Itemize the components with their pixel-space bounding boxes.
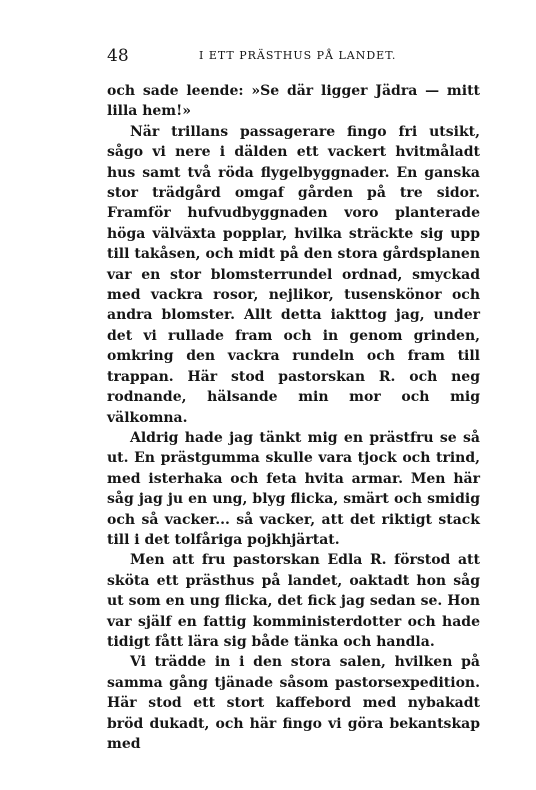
page-number: 48 [107,46,129,66]
page-header [107,44,480,68]
paragraph: Men att fru pastorskan Edla R. förstod att sköta ett prästhus på landet, oaktadt hon såg ut som en ung flicka, det fick jag sedan se. Hon var själf en fattig komministerdotter och hade tidigt fått lära sig både tänka och handla. [107,552,480,650]
paragraph-continued: och sade leende: »Se där ligger Jädra — mitt lilla hem!» [107,83,480,120]
paragraph: Aldrig hade jag tänkt mig en prästfru se så ut. En prästgumma skulle vara tjock och trind, med isterhaka och feta hvita armar. Men här såg jag ju en ung, blyg flicka, smärt och smidig och så vacker... så vacker, att det riktigt stack till i det tolfåriga pojkhjärtat. [107,429,480,548]
running-title: I ETT PRÄSTHUS PÅ LANDET. [199,49,397,62]
paragraph: Vi trädde in i den stora salen, hvilken på samma gång tjänade såsom pastorsexpedition. Här stod ett stort kaffebord med nybakadt bröd dukadt, och här fingo vi göra bekantskap med [107,654,480,752]
body-text [107,81,480,754]
paragraph: När trillans passagerare fingo fri utsikt, sågo vi nere i dälden ett vackert hvitmåladt hus samt två röda flygelbyggnader. En ganska stor trädgård omgaf gården på tre sidor. Framför hufvudbyggnaden voro planterade höga välväxta popplar, hvilka sträckte sig upp till takåsen, och midt på den stora gårdsplanen var en stor blomsterrundel ordnad, smyckad med vackra rosor, nejlikor, tusenskönor och andra blomster. Allt detta iakttog jag, under det vi rullade fram och in genom grinden, omkring den vackra rundeln och fram till trappan. Här stod pastorskan R. och neg rodnande, hälsande min mor och mig välkomna. [107,123,480,426]
